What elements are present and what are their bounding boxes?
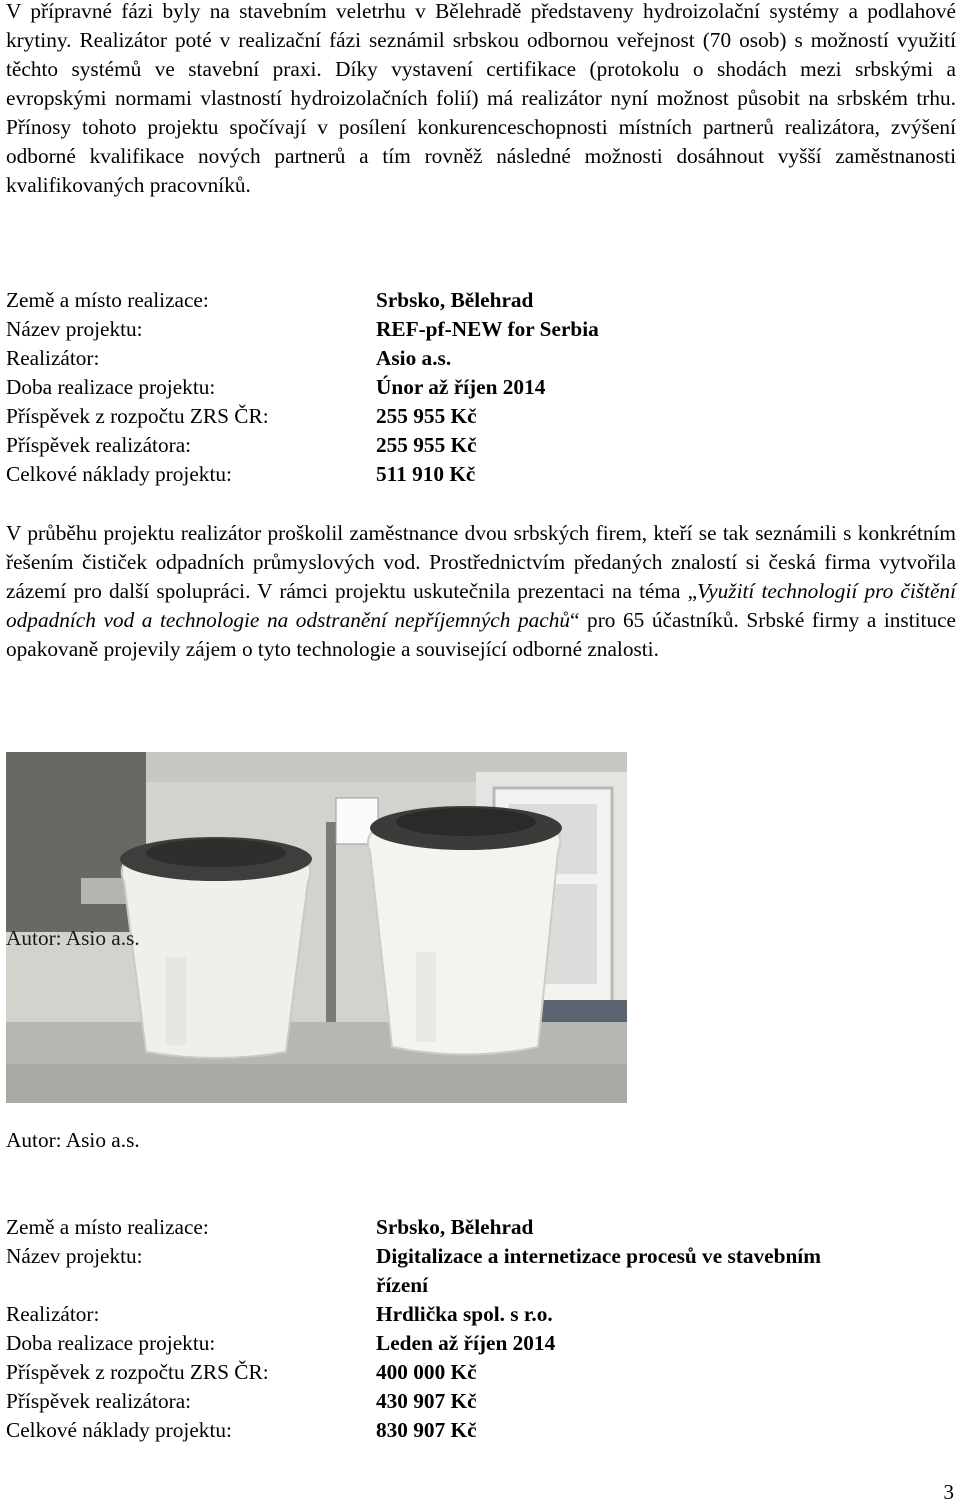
info-label: Příspěvek z rozpočtu ZRS ČR: (6, 404, 269, 428)
info-value: 430 907 Kč (376, 1389, 477, 1413)
info-row (6, 1242, 956, 1271)
project1-info (6, 286, 956, 489)
info-row (6, 1329, 956, 1358)
info-label: Příspěvek z rozpočtu ZRS ČR: (6, 1360, 269, 1384)
info-row (6, 1387, 956, 1416)
info-value: 255 955 Kč (376, 433, 477, 457)
info-row (6, 1213, 956, 1242)
info-label: Realizátor: (6, 1302, 100, 1326)
info-value: 511 910 Kč (376, 462, 476, 486)
info-label: Příspěvek realizátora: (6, 1389, 192, 1413)
info-row (6, 1271, 956, 1300)
info-row (6, 344, 956, 373)
info-row (6, 1358, 956, 1387)
presentation-topic: Využití technologií pro čištění odpadních vod a technologie na odstranění nepříjemných pachů (6, 579, 956, 632)
info-value: 830 907 Kč (376, 1418, 477, 1442)
info-label: Název projektu: (6, 317, 143, 341)
info-label: Doba realizace projektu: (6, 375, 216, 399)
info-label: Země a místo realizace: (6, 1215, 209, 1239)
info-row (6, 286, 956, 315)
project2-info (6, 1213, 956, 1445)
middle-paragraph (6, 519, 956, 664)
info-row (6, 460, 956, 489)
info-value: 255 955 Kč (376, 404, 477, 428)
info-label: Název projektu: (6, 1244, 143, 1268)
info-label (6, 1271, 376, 1300)
info-label: Celkové náklady projektu: (6, 462, 232, 486)
info-label: Země a místo realizace: (6, 288, 209, 312)
info-label: Doba realizace projektu: (6, 1331, 216, 1355)
info-label: Příspěvek realizátora: (6, 433, 192, 457)
info-label: Realizátor: (6, 346, 100, 370)
middle-text-b: “ pro 65 účastníků. Srbské firmy a instituce opakovaně projevily zájem o tyto technologie a související odborné znalosti. (6, 608, 956, 661)
info-value: Hrdlička spol. s r.o. (376, 1302, 553, 1326)
info-value: Digitalizace a internetizace procesů ve stavebním (376, 1244, 821, 1268)
photo-overlay-caption: Autor: Asio a.s. (6, 926, 140, 950)
info-label: Celkové náklady projektu: (6, 1418, 232, 1442)
page-number: 3 (943, 1480, 954, 1504)
info-value: 400 000 Kč (376, 1360, 477, 1384)
info-value: Srbsko, Bělehrad (376, 288, 534, 312)
info-value: Srbsko, Bělehrad (376, 1215, 534, 1239)
info-value: REF-pf-NEW for Serbia (376, 317, 599, 341)
photo-caption: Autor: Asio a.s. (6, 1128, 140, 1152)
info-value: Leden až říjen 2014 (376, 1331, 556, 1355)
info-row (6, 402, 956, 431)
info-value: Únor až říjen 2014 (376, 375, 546, 399)
info-row (6, 1300, 956, 1329)
info-value: řízení (376, 1273, 429, 1297)
info-row (6, 315, 956, 344)
water-tanks-photo (6, 752, 627, 1103)
info-row (6, 1416, 956, 1445)
intro-paragraph: V přípravné fázi byly na stavebním veletrhu v Bělehradě představeny hydroizolační systémy a podlahové krytiny. Realizátor poté v realizační fázi seznámil srbskou odbornou veřejnost (70 osob) s možností využití těchto systémů ve stavební praxi. Díky vystavení certifikace (protokolu o shodách mezi srbskými a evropskými normami vlastností hydroizolačních folií) má realizátor nyní možnost působit na srbském trhu. Přínosy tohoto projektu spočívají v posílení konkurenceschopnosti místních partnerů realizátora, zvýšení odborné kvalifikace nových partnerů a tím rovněž následné možnosti dosáhnout vyšší zaměstnanosti kvalifikovaných pracovníků. (6, 0, 956, 197)
info-row (6, 431, 956, 460)
middle-text-a: V průběhu projektu realizátor proškolil zaměstnance dvou srbských firem, kteří se tak seznámili s konkrétním řešením čističek odpadních průmyslových vod. Prostřednictvím předaných znalostí si česká firma vytvořila zázemí pro další spolupráci. V rámci projektu uskutečnila prezentaci na téma „ (6, 521, 956, 603)
info-value: Asio a.s. (376, 346, 452, 370)
info-row (6, 373, 956, 402)
